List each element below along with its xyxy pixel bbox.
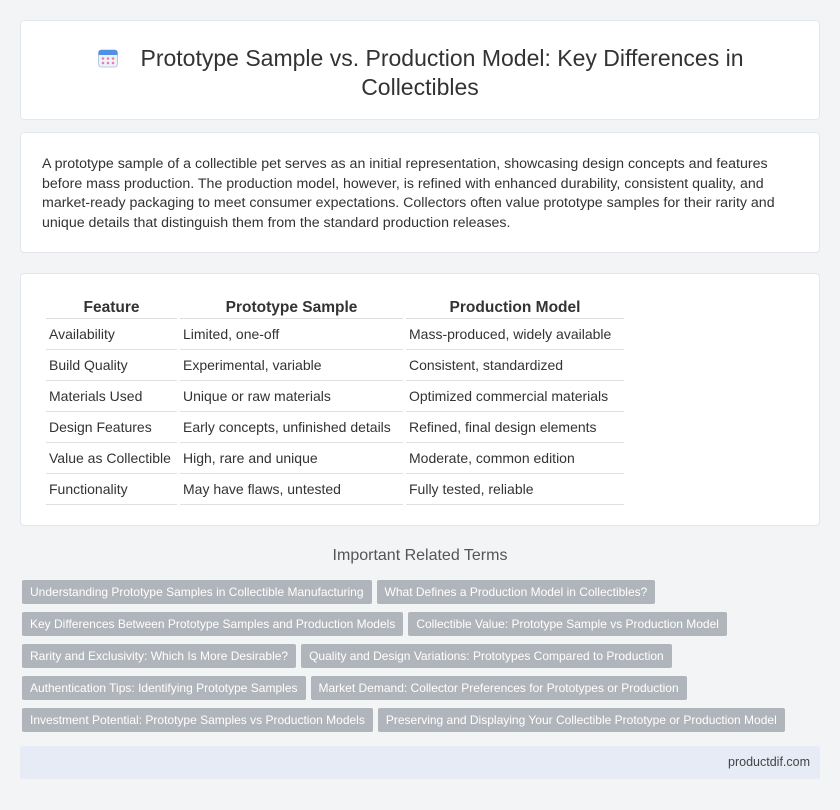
- related-term-link[interactable]: Understanding Prototype Samples in Collectible Manufacturing: [22, 580, 372, 604]
- table-row: [46, 350, 624, 381]
- related-term-link[interactable]: Investment Potential: Prototype Samples vs Production Models: [22, 708, 373, 732]
- page-title: [21, 44, 819, 102]
- table-row: [46, 381, 624, 412]
- related-term-link[interactable]: Collectible Value: Prototype Sample vs Production Model: [408, 612, 727, 636]
- header-production-model: Production Model: [406, 295, 624, 319]
- cell-feature: Design Features: [46, 412, 177, 443]
- comparison-card: [20, 273, 820, 526]
- related-term-link[interactable]: Quality and Design Variations: Prototypes Compared to Production: [301, 644, 672, 668]
- cell-production: Fully tested, reliable: [406, 474, 624, 505]
- cell-feature: Functionality: [46, 474, 177, 505]
- table-row: [46, 412, 624, 443]
- related-term-link[interactable]: What Defines a Production Model in Collectibles?: [377, 580, 656, 604]
- related-term-link[interactable]: Rarity and Exclusivity: Which Is More Desirable?: [22, 644, 296, 668]
- calendar-icon: [97, 47, 119, 69]
- related-terms-title: Important Related Terms: [332, 547, 508, 564]
- footer-site-link[interactable]: productdif.com: [728, 755, 810, 769]
- related-term-link[interactable]: Key Differences Between Prototype Samples and Production Models: [22, 612, 403, 636]
- intro-card: [20, 132, 820, 253]
- related-term-link[interactable]: Market Demand: Collector Preferences for Prototypes or Production: [311, 676, 687, 700]
- title-line-1: Prototype Sample vs. Production Model: Key Differences in: [140, 45, 744, 71]
- table-header-row: [46, 295, 624, 319]
- cell-prototype: Limited, one-off: [180, 319, 403, 350]
- header-card: [20, 20, 820, 120]
- cell-production: Refined, final design elements: [406, 412, 624, 443]
- comparison-table: [43, 295, 627, 505]
- intro-paragraph: A prototype sample of a collectible pet serves as an initial representation, showcasing design concepts and features before mass production. The production model, however, is refined with enhanced durability, consistent quality, and market-ready packaging to meet consumer expectations. Collectors often value prototype samples for their rarity and unique details that distinguish them from the standard production releases.: [42, 156, 775, 231]
- related-term-link[interactable]: Authentication Tips: Identifying Prototype Samples: [22, 676, 306, 700]
- table-row: [46, 474, 624, 505]
- header-feature: Feature: [46, 295, 177, 319]
- related-terms-list: [22, 580, 802, 740]
- cell-prototype: Early concepts, unfinished details: [180, 412, 403, 443]
- table-row: [46, 319, 624, 350]
- related-term-link[interactable]: Preserving and Displaying Your Collectible Prototype or Production Model: [378, 708, 785, 732]
- cell-prototype: High, rare and unique: [180, 443, 403, 474]
- cell-prototype: Experimental, variable: [180, 350, 403, 381]
- cell-prototype: Unique or raw materials: [180, 381, 403, 412]
- footer-bar: [20, 746, 820, 779]
- table-row: [46, 443, 624, 474]
- cell-feature: Availability: [46, 319, 177, 350]
- header-prototype-sample: Prototype Sample: [180, 295, 403, 319]
- cell-production: Consistent, standardized: [406, 350, 624, 381]
- cell-production: Mass-produced, widely available: [406, 319, 624, 350]
- cell-production: Optimized commercial materials: [406, 381, 624, 412]
- title-line-2: Collectibles: [361, 74, 479, 100]
- cell-feature: Materials Used: [46, 381, 177, 412]
- cell-production: Moderate, common edition: [406, 443, 624, 474]
- cell-prototype: May have flaws, untested: [180, 474, 403, 505]
- cell-feature: Value as Collectible: [46, 443, 177, 474]
- cell-feature: Build Quality: [46, 350, 177, 381]
